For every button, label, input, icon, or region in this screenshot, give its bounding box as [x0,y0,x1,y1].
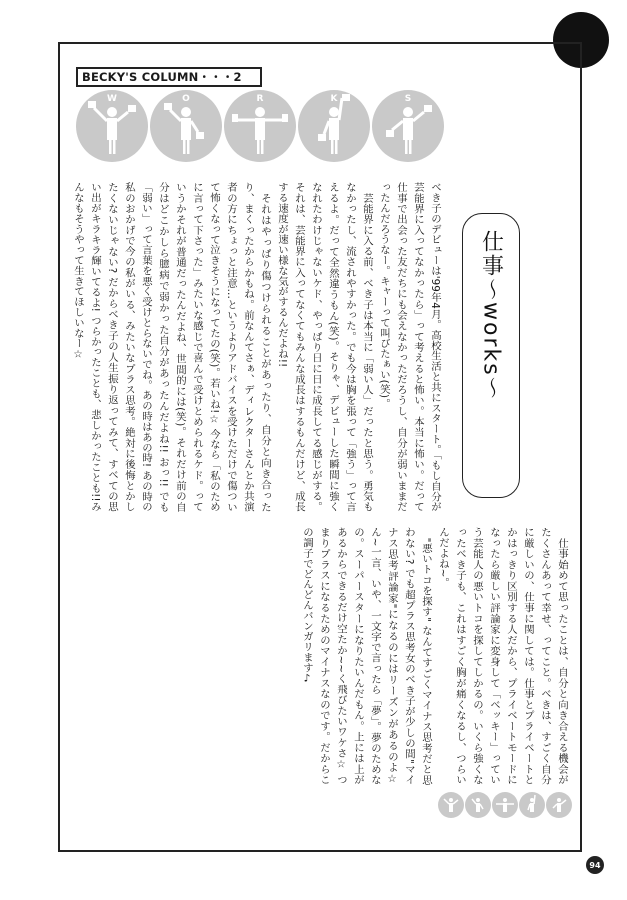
column-body-upper: べき子のデビューは'99年4月。高校生活と共にスタート。「もし自分が芸能界に入ってなかったら」って考えると怖い。本当に怖い。だって仕事で出会った友だちにも会えなかっただろうし、自分が弱いままだったんだろうなー。キャーって叫びたぁい(笑)。 芸能界に入る前、べき子は本当に「弱い人」だったと思う。勇気もなかったし、流されやすかった。でも今は胸を張って「強う」って言えるよ。だって全然違うもん(笑)。そりゃ、デビューした瞬間に強くなれたわけじゃないケド、やっぱり日に日に成長してる感じがする。それは、芸能界に入ってなくてもみんな成長はするもんだけど、成長する速度が速い様な気がするんだよね!! それはやっぱり傷つけられることがあったり、自分と向き合ったり、まくったからかもね。前なんてさぁ、ディレクターさんとか共演者の方にちょっと注意…というよりアドバイスを受けただけで傷ついて怖くなって泣きそうになってたの(笑)。若いね!☆ 今なら「私のために言って下さった」みたいな感じで喜んで受けとめられるケド。っていうかそれが普通だったんだよね、世間的には(笑)。それだけ前の自分はどこかしら臆病で弱かった自分があったんだよね!! おっ!! でも「弱い」って言葉を悪く受けとらないでね。あの時はあの時! あの時の私のおかげで今の私がいる、みたいなプラス思考。絶対に後悔とかしたくないじゃない? だからべき子の人生振り返ってみて、すべての思い出がキラキラ輝いてるよ! つらかったことも、悲しかったことも!!みんなもそうやって生きてほしいなー☆ [72,182,441,512]
icon-letter: W [107,94,117,104]
flag-pose-k-icon [298,90,370,162]
section-heading-box [462,213,520,498]
flag-pose-o-icon [150,90,222,162]
mini-pose-1-icon [438,792,464,818]
mini-pose-2-icon [465,792,491,818]
column-title: BECKY'S COLUMN・・・2 [76,67,262,87]
mini-pose-5-icon [546,792,572,818]
icon-letter: S [404,94,412,104]
mini-pose-3-icon [492,792,518,818]
icon-letter: K [330,94,338,104]
flag-pose-r-icon [224,90,296,162]
mini-pose-4-icon [519,792,545,818]
icon-letter: R [256,94,264,104]
flag-pose-w-icon [76,90,148,162]
icon-letter: O [182,94,190,104]
flag-pose-s-icon [372,90,444,162]
footer-icon-row [438,792,570,820]
works-icon-row [76,90,446,166]
column-body-lower: 仕事始めて思ったことは、自分と向き合える機会がたくさんあって幸せ、ってこと。べきは、すごく自分に厳しいの、仕事に関しては。仕事とプライベートとかはっきり区別する人だから、プライベートモードになったら厳しい評論家に変身して「べッキー」っていう芸能人の悪いトコを探してしかるの。いくら強くなったべき子も、これはすごく胸が痛くなるし、つらいんだよね~。 "悪いトコを探す" なんてすごくマイナス思考だと思わない? でも超プラス思考女のべき子が少しの間"マイナス思考評論家"になるのにはリーズンがあるのよ☆ ん~一言、いや、一文字で言ったら「夢」。夢のためなの。スーパースターになりたいんだもん。上には上があるからできるだけ空たか~~く飛びたいワケさ☆ つまりプラスになるためのマイナスなのです。だからこの調子でどんどんバンガリます♪ [301,527,568,785]
page-number: 94 [586,856,604,874]
section-heading: 仕事～works～ [478,230,504,401]
